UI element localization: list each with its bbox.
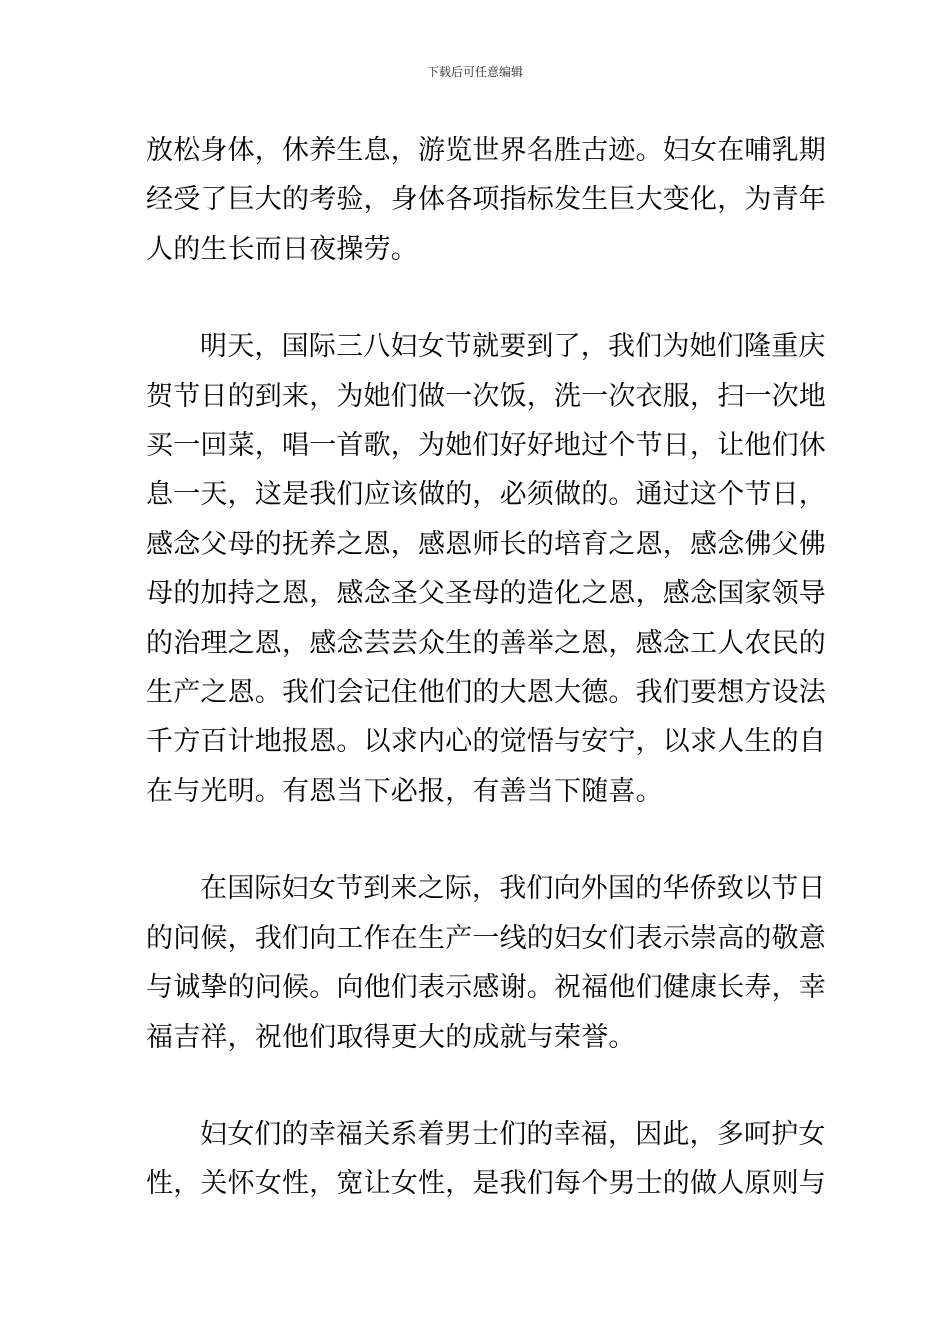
paragraph-2 xyxy=(146,322,826,816)
text-line: 明天，国际三八妇女节就要到了，我们为她们隆重庆 xyxy=(200,331,826,363)
page-header: 下载后可任意编辑 xyxy=(426,65,523,79)
text-line: 息一天，这是我们应该做的，必须做的。通过这个节日， xyxy=(146,479,826,511)
paragraph-gap xyxy=(146,274,808,322)
text-line: 在国际妇女节到来之际，我们向外国的华侨致以节日 xyxy=(200,873,826,905)
text-line: 福吉祥，祝他们取得更大的成就与荣誉。 xyxy=(146,1021,636,1053)
paragraph-gap xyxy=(146,1062,808,1110)
document-body xyxy=(146,126,826,1209)
text-line: 贺节日的到来，为她们做一次饭，洗一次衣服，扫一次地 xyxy=(146,380,826,412)
text-line: 在与光明。有恩当下必报，有善当下随喜。 xyxy=(146,775,663,807)
text-line: 放松身体，休养生息，游览世界名胜古迹。妇女在哺乳期 xyxy=(146,135,826,166)
text-line: 经受了巨大的考验，身体各项指标发生巨大变化，为青年 xyxy=(146,184,826,216)
paragraph-gap xyxy=(146,816,808,864)
text-line: 妇女们的幸福关系着男士们的幸福，因此，多呵护女 xyxy=(200,1118,826,1150)
text-line: 与诚挚的问候。向他们表示感谢。祝福他们健康长寿，幸 xyxy=(146,972,826,1004)
text-line: 千方百计地报恩。以求内心的觉悟与安宁，以求人生的自 xyxy=(146,726,826,758)
paragraph-4 xyxy=(146,1110,826,1209)
paragraph-3 xyxy=(146,864,826,1062)
text-line: 买一回菜，唱一首歌，为她们好好地过个节日，让他们休 xyxy=(146,430,826,462)
text-line: 性，关怀女性，宽让女性，是我们每个男士的做人原则与 xyxy=(146,1168,826,1200)
text-line: 感念父母的抚养之恩，感恩师长的培育之恩，感念佛父佛 xyxy=(146,528,826,560)
text-line: 人的生长而日夜操劳。 xyxy=(146,233,418,265)
text-line: 母的加持之恩，感念圣父圣母的造化之恩，感念国家领导 xyxy=(146,578,826,610)
text-line: 的治理之恩，感念芸芸众生的善举之恩，感念工人农民的 xyxy=(146,627,826,659)
text-line: 生产之恩。我们会记住他们的大恩大德。我们要想方设法 xyxy=(146,677,826,709)
paragraph-1 xyxy=(146,126,826,274)
text-line: 的问候，我们向工作在生产一线的妇女们表示崇高的敬意 xyxy=(146,922,826,954)
